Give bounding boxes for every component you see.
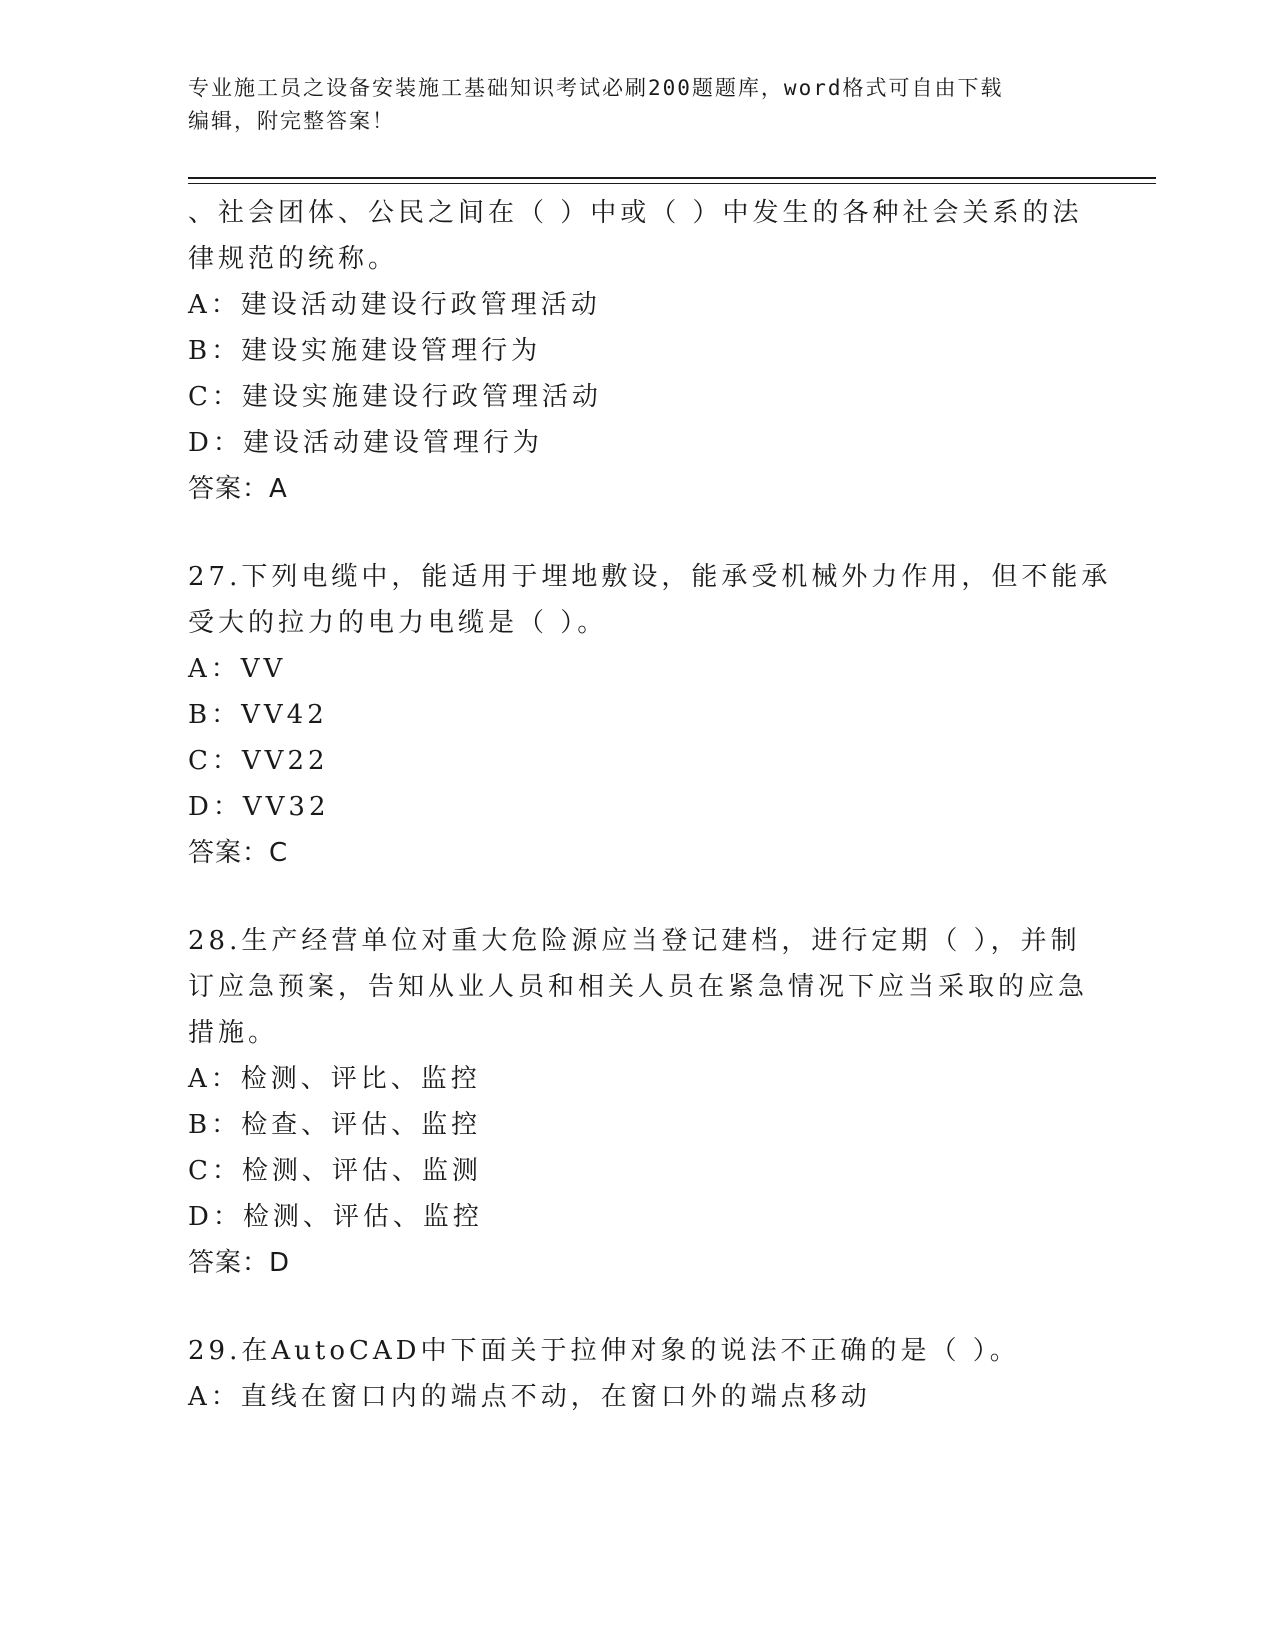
header-title-line-2: 编辑，附完整答案！: [188, 109, 395, 133]
answer: 答案：A: [188, 474, 288, 504]
option-c: C：检测、评估、监测: [188, 1156, 482, 1186]
question-stem: 27.下列电缆中，能适用于埋地敷设，能承受机械外力作用，但不能承: [188, 562, 1112, 592]
header-divider-thin: [188, 183, 1156, 184]
answer: 答案：C: [188, 838, 289, 868]
spacer: [188, 876, 1088, 918]
header-title-line-1: 专业施工员之设备安装施工基础知识考试必刷200题题库，word格式可自由下载: [188, 76, 1004, 100]
spacer: [188, 512, 1088, 554]
answer: 答案：D: [188, 1248, 291, 1278]
question-29: [188, 1328, 1088, 1420]
option-d: D：检测、评估、监控: [188, 1202, 483, 1232]
document-header: [188, 72, 1068, 138]
option-a: A：VV: [188, 654, 287, 684]
question-27: [188, 554, 1112, 876]
spacer: [188, 1286, 1088, 1328]
option-c: C：VV22: [188, 746, 329, 776]
question-28: [188, 918, 1088, 1286]
option-a: A：直线在窗口内的端点不动，在窗口外的端点移动: [188, 1382, 871, 1412]
option-b: B：VV42: [188, 700, 328, 730]
question-stem: 律规范的统称。: [188, 244, 399, 274]
question-stem: 29.在AutoCAD中下面关于拉伸对象的说法不正确的是（ ）。: [188, 1336, 1020, 1366]
option-d: D：建设活动建设管理行为: [188, 428, 543, 458]
option-c: C：建设实施建设行政管理活动: [188, 382, 602, 412]
question-stem: 受大的拉力的电力电缆是（ ）。: [188, 608, 608, 638]
question-26: [188, 190, 1088, 512]
option-d: D：VV32: [188, 792, 330, 822]
question-stem: 订应急预案，告知从业人员和相关人员在紧急情况下应当采取的应急: [188, 972, 1089, 1002]
question-stem: 28.生产经营单位对重大危险源应当登记建档，进行定期（ ），并制: [188, 926, 1081, 956]
option-b: B：建设实施建设管理行为: [188, 336, 542, 366]
question-list: [188, 190, 1112, 1420]
header-divider-thick: [188, 177, 1156, 179]
option-b: B：检查、评估、监控: [188, 1110, 482, 1140]
option-a: A：检测、评比、监控: [188, 1064, 481, 1094]
question-stem: 、社会团体、公民之间在（ ）中或（ ）中发生的各种社会关系的法: [188, 198, 1083, 228]
option-a: A：建设活动建设行政管理活动: [188, 290, 601, 320]
question-stem: 措施。: [188, 1018, 279, 1048]
